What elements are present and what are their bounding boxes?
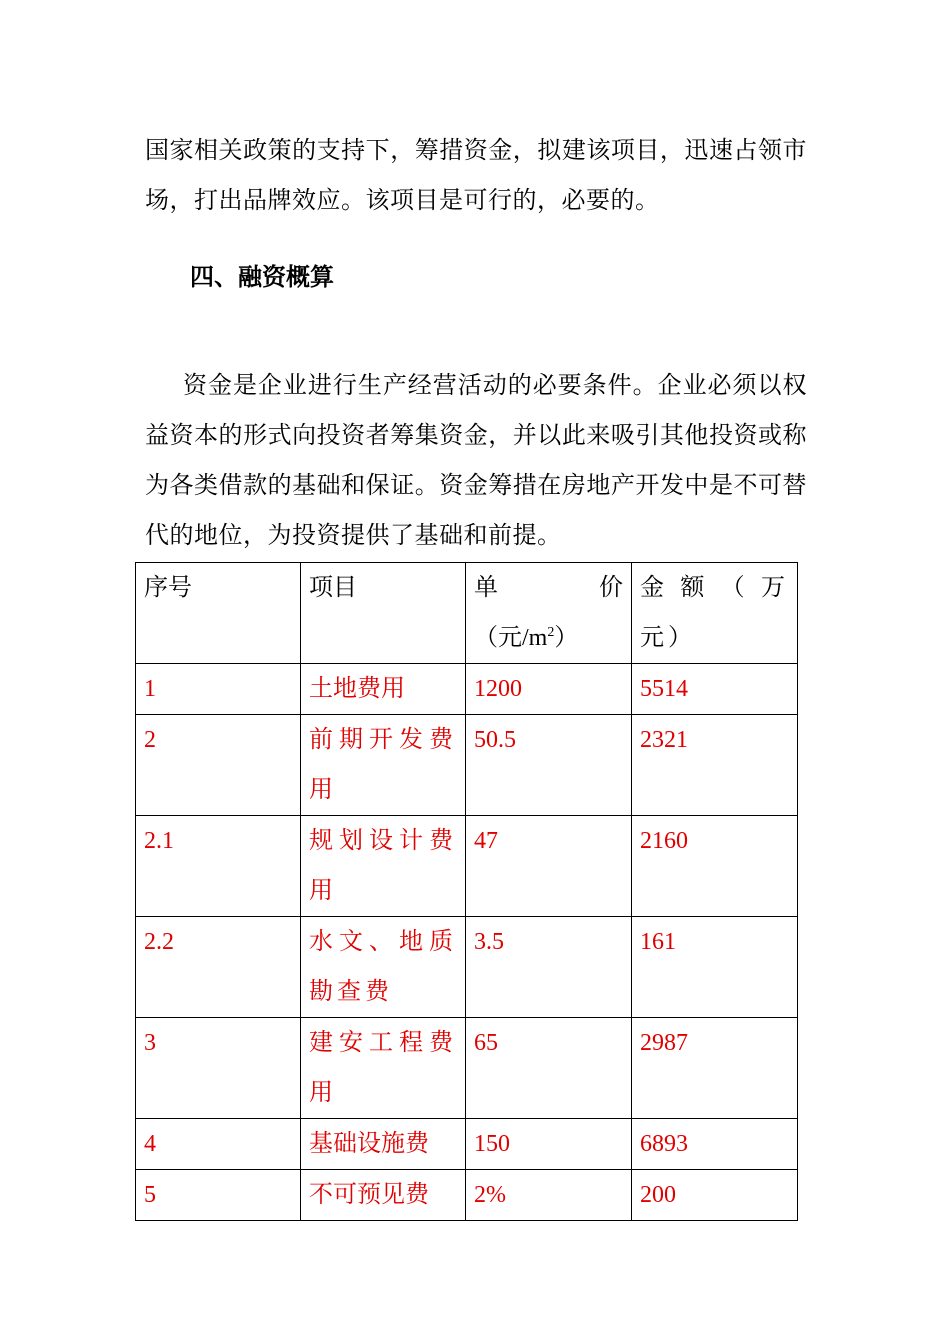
cell-amount: 6893 [632, 1119, 798, 1170]
cell-price: 65 [466, 1018, 632, 1119]
cell-price: 50.5 [466, 715, 632, 816]
cell-seq: 2.2 [136, 917, 301, 1018]
cell-seq: 1 [136, 664, 301, 715]
cell-item: 水文、地质勘查费 [301, 917, 466, 1018]
cell-seq: 2.1 [136, 816, 301, 917]
table-row [136, 816, 798, 917]
cell-amount: 2987 [632, 1018, 798, 1119]
cell-amount: 5514 [632, 664, 798, 715]
cell-price: 150 [466, 1119, 632, 1170]
price-unit-close: ） [554, 625, 579, 651]
table-row [136, 664, 798, 715]
table-row [136, 1119, 798, 1170]
cell-item: 基础设施费 [301, 1119, 466, 1170]
header-price-unit [474, 613, 623, 663]
cell-price: 47 [466, 816, 632, 917]
header-price-b: 价 [599, 575, 623, 601]
table-row [136, 917, 798, 1018]
paragraph-intro: 国家相关政策的支持下，筹措资金，拟建该项目，迅速占领市场，打出品牌效应。该项目是可行的，必要的。 [145, 136, 807, 214]
price-unit-text: （元/m [474, 625, 548, 651]
cell-seq: 4 [136, 1119, 301, 1170]
header-item: 项目 [301, 563, 466, 664]
header-price-a: 单 [474, 575, 498, 601]
cell-amount: 161 [632, 917, 798, 1018]
cell-amount: 2160 [632, 816, 798, 917]
price-unit-sup: 2 [547, 625, 555, 640]
cell-seq: 5 [136, 1170, 301, 1221]
header-seq: 序号 [136, 563, 301, 664]
cell-amount: 200 [632, 1170, 798, 1221]
header-amount: 金 额 （ 万元） [632, 563, 798, 664]
paragraph-funding: 资金是企业进行生产经营活动的必要条件。企业必须以权益资本的形式向投资者筹集资金，并以此来吸引其他投资或称为各类借款的基础和保证。资金筹措在房地产开发中是不可替代的地位，为投资提供了基础和前提。 [145, 371, 807, 549]
cell-item: 土地费用 [301, 664, 466, 715]
cell-price: 2% [466, 1170, 632, 1221]
cell-item: 前期开发费用 [301, 715, 466, 816]
cell-price: 3.5 [466, 917, 632, 1018]
table-row [136, 1018, 798, 1119]
table-header-row [136, 563, 798, 664]
cell-item: 建安工程费用 [301, 1018, 466, 1119]
cell-seq: 2 [136, 715, 301, 816]
cell-item: 不可预见费 [301, 1170, 466, 1221]
cell-amount: 2321 [632, 715, 798, 816]
cell-price: 1200 [466, 664, 632, 715]
header-unit-price [466, 563, 632, 664]
table-row [136, 1170, 798, 1221]
section-heading: 四、融资概算 [190, 262, 334, 291]
cell-item: 规划设计费用 [301, 816, 466, 917]
financing-table [135, 562, 798, 1221]
table-row [136, 715, 798, 816]
cell-seq: 3 [136, 1018, 301, 1119]
